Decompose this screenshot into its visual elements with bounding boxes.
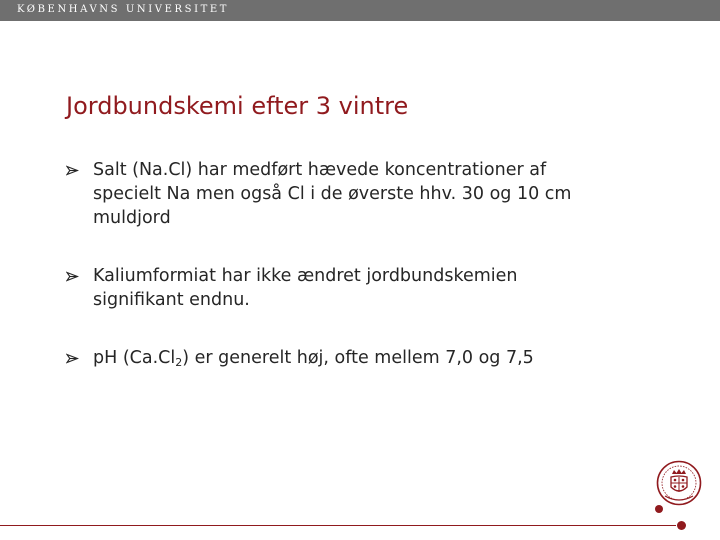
decorative-dot	[655, 505, 663, 513]
bullet-item	[66, 264, 686, 312]
arrow-bullet-icon	[66, 352, 79, 365]
ph-text-end: ) er generelt høj, ofte mellem 7,0 og 7,5	[182, 348, 534, 368]
arrow-bullet-icon	[66, 270, 79, 283]
arrow-bullet-icon	[66, 164, 79, 177]
slide-title: Jordbundskemi efter 3 vintre	[66, 92, 409, 120]
bullet-line: Salt (Na.Cl) har medført hævede koncentrationer af	[93, 160, 547, 180]
ph-text-start: pH (Ca.Cl	[93, 348, 176, 368]
bullet-list	[66, 158, 686, 370]
bullet-line: specielt Na men også Cl i de øverste hhv. 30 og 10 cm	[93, 184, 572, 204]
decorative-dot	[677, 521, 686, 530]
bullet-line: Kaliumformiat har ikke ændret jordbundskemien	[93, 266, 518, 286]
university-seal-icon	[656, 460, 702, 506]
footer-rule	[0, 525, 676, 526]
bullet-line: signifikant endnu.	[93, 290, 250, 310]
bullet-line	[93, 346, 686, 370]
header-bar	[0, 0, 720, 21]
bullet-line: muldjord	[93, 208, 171, 228]
bullet-item	[66, 346, 686, 370]
university-name: KØBENHAVNS UNIVERSITET	[17, 4, 230, 15]
subscript-two: 2	[175, 356, 183, 369]
bullet-item	[66, 158, 686, 230]
